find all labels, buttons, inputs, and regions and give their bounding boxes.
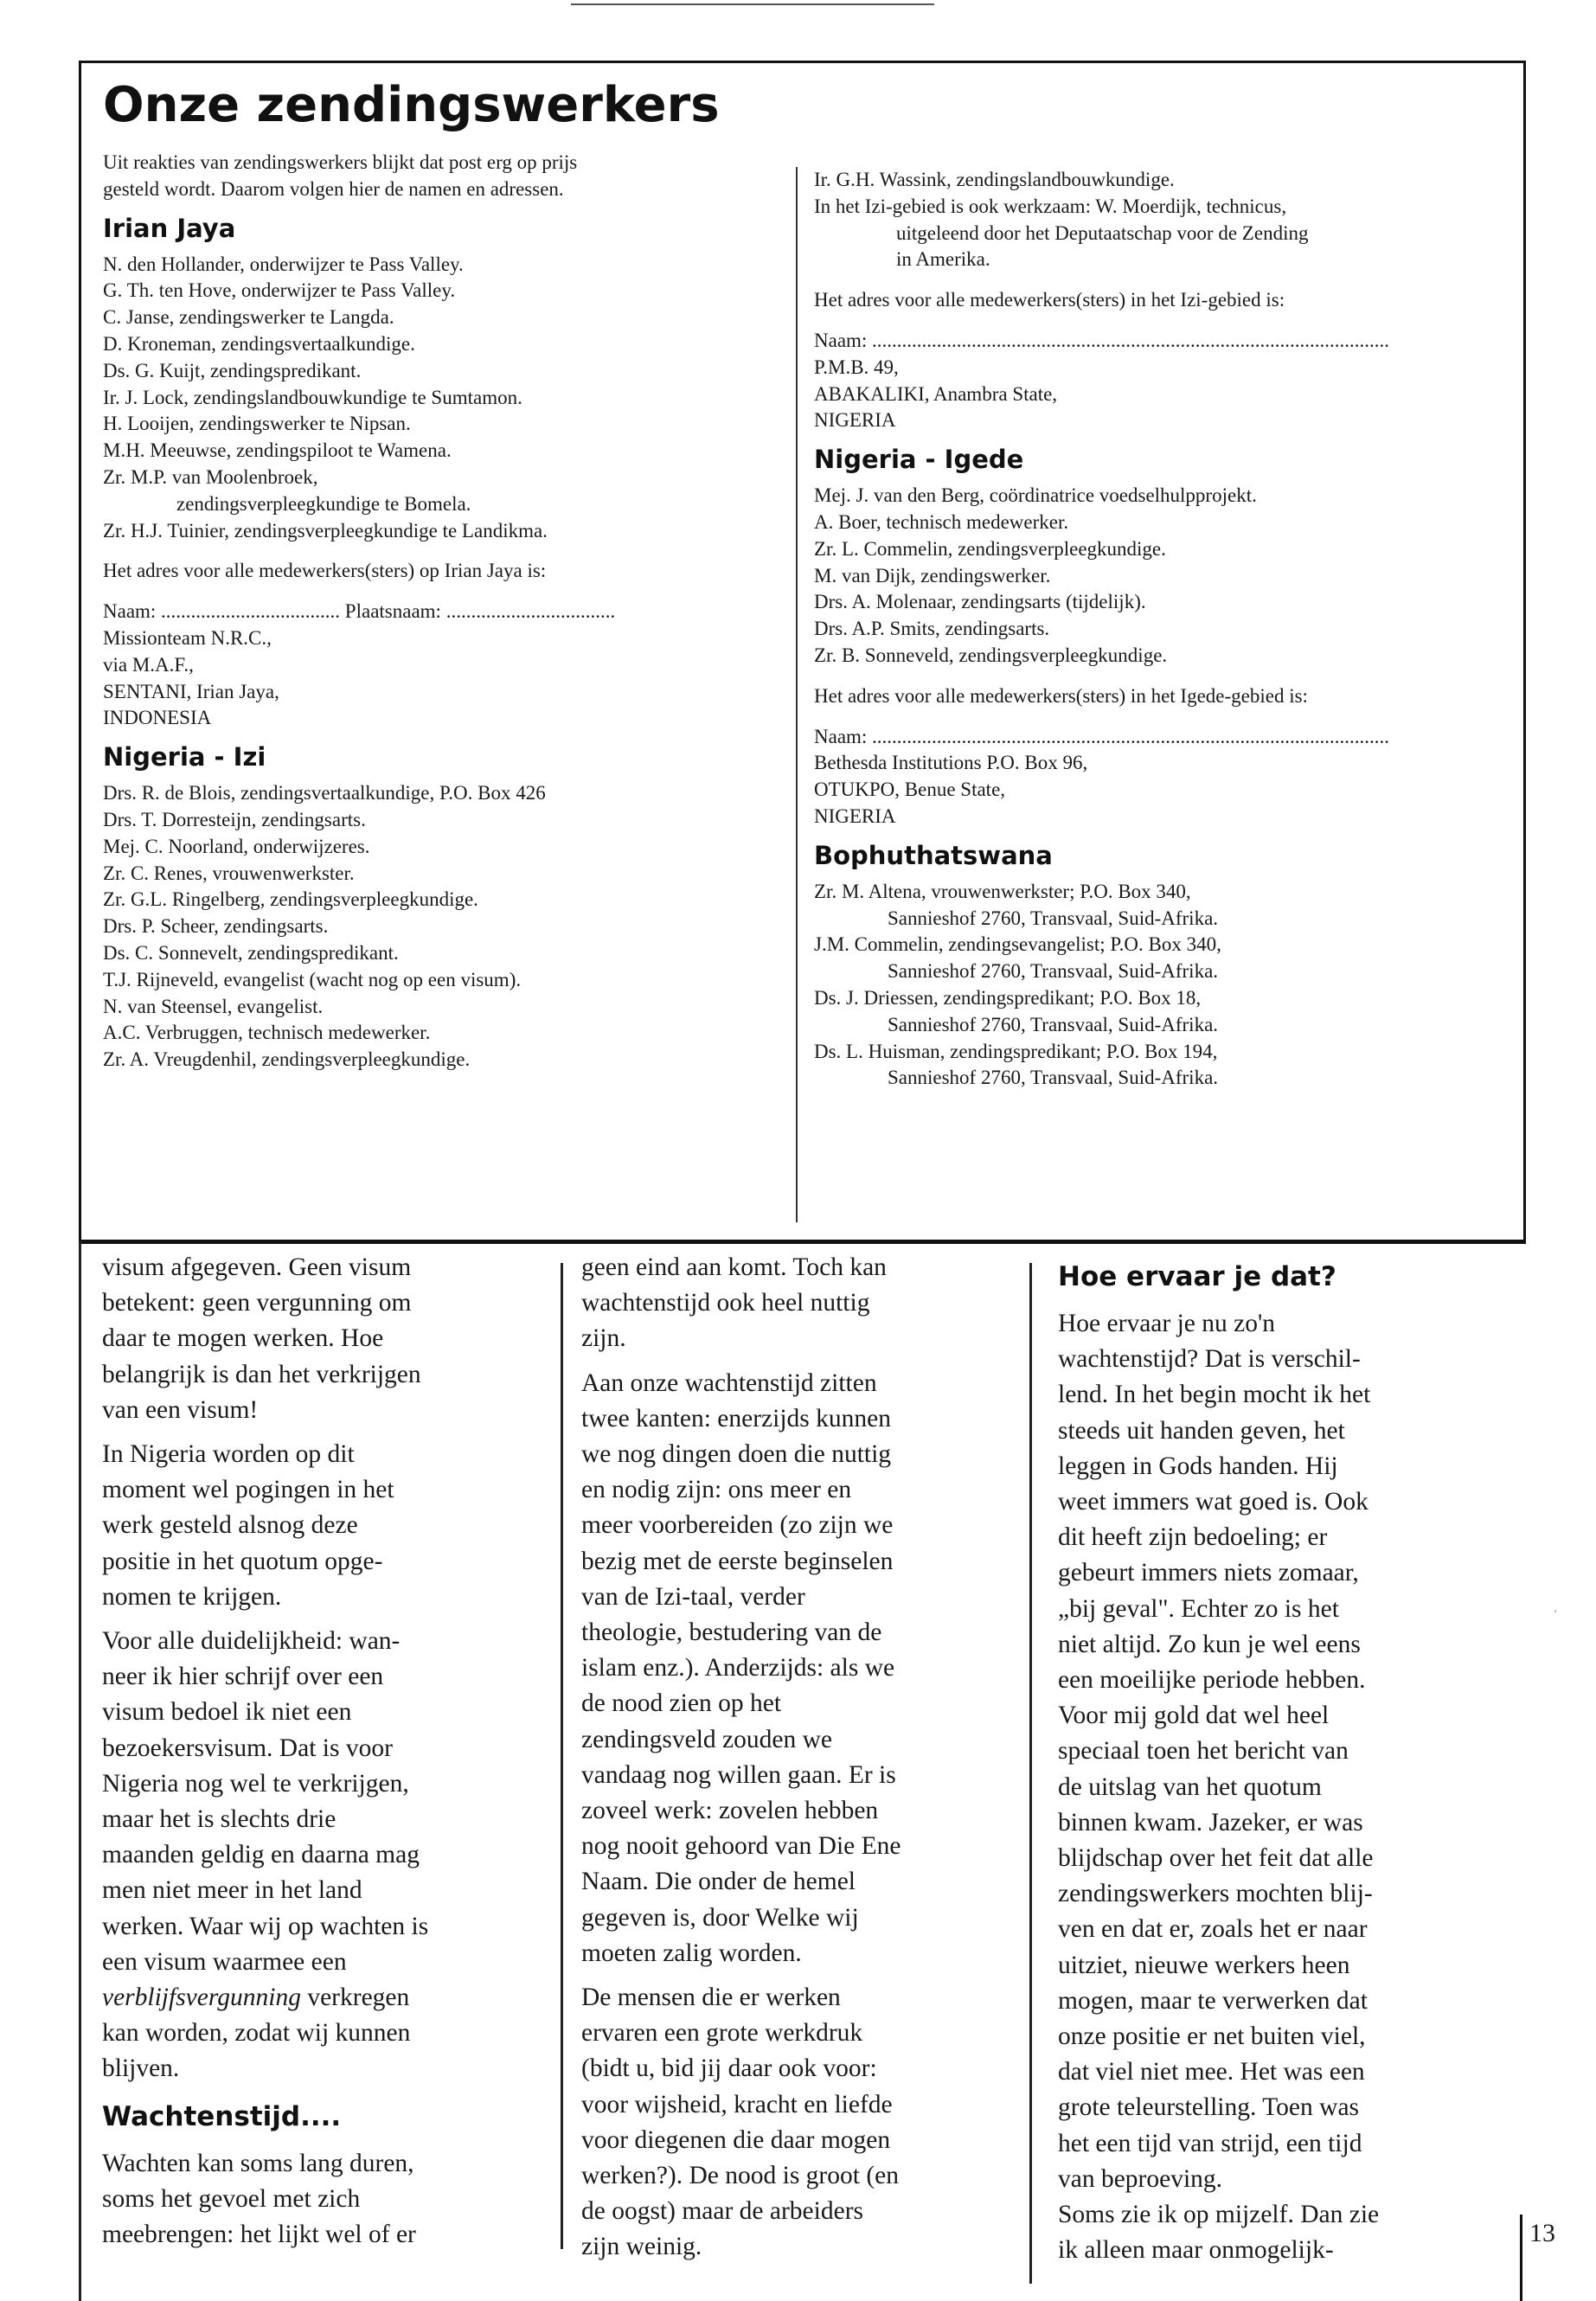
text-line: twee kanten: enerzijds kunnen [581, 1404, 891, 1433]
address-line: Het adres voor alle medewerkers(sters) op Irian Jaya is: [103, 560, 547, 582]
text-line: van beproeving. [1058, 2164, 1223, 2193]
text-line: nomen te krijgen. [102, 1582, 282, 1611]
section-heading: Nigeria - Izi [103, 742, 266, 772]
text-line: dat viel niet mee. Het was een [1058, 2058, 1365, 2086]
article-column-2 [581, 1250, 1018, 2274]
text-line: dit heeft zijn bedoeling; er [1058, 1523, 1328, 1552]
text-line: zendingswerkers mochten blij- [1058, 1880, 1373, 1908]
box-column-right [814, 167, 1506, 1092]
entry-line: Bethesda Institutions P.O. Box 96, [814, 752, 1088, 774]
entry-line: Uit reakties van zendingswerkers blijkt dat post erg op prijs [103, 151, 578, 173]
text-line: zijn. [581, 1324, 626, 1353]
entry-line: Zr. M.P. van Moolenbroek, [103, 465, 318, 488]
text-line: meebrengen: het lijkt wel of er [102, 2221, 416, 2249]
text-line: gegeven is, door Welke wij [581, 1903, 859, 1932]
entry-continuation: Sannieshof 2760, Transvaal, Suid-Afrika. [888, 907, 1219, 929]
missionaries-box [79, 61, 1526, 1242]
entry-line: gesteld wordt. Daarom volgen hier de namen en adressen. [103, 177, 564, 200]
text-line: Nigeria nog wel te verkrijgen, [102, 1769, 409, 1798]
entry-line: Mej. J. van den Berg, coördinatrice voedselhulpprojekt. [814, 484, 1257, 507]
entry-line: Zr. C. Renes, vrouwenwerkster. [103, 862, 355, 884]
entry-line: Drs. A. Molenaar, zendingsarts (tijdelijk). [814, 591, 1146, 613]
text-line: geen eind aan komt. Toch kan [581, 1253, 887, 1281]
text-line: onze positie er net buiten viel, [1058, 2022, 1366, 2051]
text-line: visum bedoel ik niet een [102, 1698, 352, 1727]
address-line: Het adres voor alle medewerkers(sters) in het Igede-gebied is: [814, 684, 1308, 707]
text-line: zoveel werk: zovelen hebben [581, 1797, 879, 1825]
article-paragraph [102, 1437, 543, 1615]
address-line: Naam: ........................................................................................................ [814, 725, 1390, 747]
text-line: bezoekersvisum. Dat is voor [102, 1734, 393, 1762]
entry-line: C. Janse, zendingswerker te Langda. [103, 306, 394, 329]
article-column-3 [1058, 1247, 1508, 2277]
entry-continuation: in Amerika. [896, 248, 990, 271]
page-number: 13 [1529, 2219, 1555, 2247]
entry-line: G. Th. ten Hove, onderwijzer te Pass Valley. [103, 279, 456, 302]
text-line: een moeilijke periode hebben. [1058, 1666, 1366, 1695]
text-line: binnen kwam. Jazeker, er was [1058, 1808, 1363, 1836]
article-paragraph [581, 1980, 1018, 2266]
entry-continuation: uitgeleend door het Deputaatschap voor de Zending [896, 221, 1309, 244]
entry-line: Zr. A. Vreugdenhil, zendingsverpleegkundige. [103, 1048, 471, 1071]
text-line: de oogst) maar de arbeiders [581, 2197, 863, 2226]
entry-line: A.C. Verbruggen, technisch medewerker. [103, 1022, 431, 1044]
article-paragraph [102, 1250, 543, 1428]
section-heading: Bophuthatswana [814, 840, 1053, 870]
entry-line: SENTANI, Irian Jaya, [103, 680, 279, 702]
entry-line: A. Boer, technisch medewerker. [814, 510, 1069, 533]
entry-line: N. den Hollander, onderwijzer te Pass Valley. [103, 253, 464, 275]
text-line: een visum waarmee een [102, 1947, 347, 1976]
entry-line: D. Kroneman, zendingsvertaalkundige. [103, 332, 415, 355]
text-line: „bij geval". Echter zo is het [1058, 1594, 1339, 1623]
entry-line: H. Looijen, zendingswerker te Nipsan. [103, 413, 411, 435]
entry-line: M.H. Meeuwse, zendingspiloot te Wamena. [103, 439, 452, 462]
text-line: de uitslag van het quotum [1058, 1772, 1322, 1801]
text-line: neer ik hier schrijf over een [102, 1663, 384, 1691]
text-line: van een visum! [102, 1395, 259, 1424]
entry-line: Drs. A.P. Smits, zendingsarts. [814, 618, 1050, 640]
article-paragraph [1058, 1306, 1508, 2268]
text-line: betekent: geen vergunning om [102, 1289, 412, 1317]
text-line: Wachten kan soms lang duren, [102, 2149, 414, 2177]
entry-line: Zr. L. Commelin, zendingsverpleegkundige. [814, 537, 1166, 560]
entry-line: T.J. Rijneveld, evangelist (wacht nog op een visum). [103, 968, 522, 990]
text-line: Aan onze wachtenstijd zitten [581, 1368, 877, 1397]
entry-continuation: Sannieshof 2760, Transvaal, Suid-Afrika. [888, 1013, 1219, 1035]
entry-line: Zr. H.J. Tuinier, zendingsverpleegkundige te Landikma. [103, 519, 548, 542]
entry-line: Zr. B. Sonneveld, zendingsverpleegkundige. [814, 644, 1168, 666]
text-line: voor diegenen die daar mogen [581, 2125, 891, 2154]
text-line: wachtenstijd? Dat is verschil- [1058, 1345, 1361, 1374]
entry-continuation: Sannieshof 2760, Transvaal, Suid-Afrika. [888, 960, 1219, 983]
text-line: Voor mij gold dat wel heel [1058, 1702, 1330, 1730]
text-line: positie in het quotum opge- [102, 1547, 383, 1575]
text-line: De mensen die er werken [581, 1984, 841, 2012]
entry-line: Ir. G.H. Wassink, zendingslandbouwkundige. [814, 169, 1175, 190]
box-bottom-rule [79, 1241, 1526, 1244]
article-paragraph [581, 1250, 1018, 1357]
text-line: vandaag nog willen gaan. Er is [581, 1760, 896, 1789]
article-paragraph [102, 2146, 543, 2253]
text-line: (bidt u, bid jij daar ook voor: [581, 2054, 877, 2083]
text-line: leggen in Gods handen. Hij [1058, 1452, 1338, 1480]
text-line: Hoe ervaar je nu zo'n [1058, 1310, 1276, 1337]
entry-line: Ds. J. Driessen, zendingspredikant; P.O. Box 18, [814, 986, 1202, 1009]
text-line: daar te mogen werken. Hoe [102, 1324, 384, 1353]
entry-line: J.M. Commelin, zendingsevangelist; P.O. Box 340, [814, 933, 1221, 956]
text-line: men niet meer in het land [102, 1876, 362, 1905]
entry-line: via M.A.F., [103, 653, 194, 676]
text-line: de nood zien op het [581, 1689, 782, 1718]
italic-term: verblijfsvergunning [102, 1984, 301, 2012]
text-line: voor wijsheid, kracht en liefde [581, 2090, 893, 2118]
margin-mark: ' [1554, 1607, 1557, 1619]
text-line: zendingsveld zouden we [581, 1725, 832, 1753]
text-line: en nodig zijn: ons meer en [581, 1476, 852, 1504]
address-line: Naam: .................................... Plaatsnaam: .................................. [103, 600, 616, 623]
text-line: meer voorbereiden (zo zijn we [581, 1511, 894, 1540]
entry-line: NIGERIA [814, 409, 896, 432]
text-line: moment wel pogingen in het [102, 1476, 394, 1504]
column-divider-2 [1029, 1263, 1032, 2284]
entry-line: N. van Steensel, evangelist. [103, 995, 324, 1017]
article-column-1 [102, 1250, 543, 2261]
text-line: Soms zie ik op mijzelf. Dan zie [1058, 2201, 1380, 2229]
text-line: belangrijk is dan het verkrijgen [102, 1360, 421, 1388]
text-line: lend. In het begin mocht ik het [1058, 1381, 1371, 1409]
entry-continuation: Sannieshof 2760, Transvaal, Suid-Afrika. [888, 1067, 1219, 1089]
text-line: we nog dingen doen die nuttig [581, 1440, 892, 1469]
text-line: niet altijd. Zo kun je wel eens [1058, 1630, 1361, 1658]
entry-line: Ds. L. Huisman, zendingspredikant; P.O. Box 194, [814, 1040, 1218, 1062]
text-line: van de Izi-taal, verder [581, 1582, 805, 1611]
text-line: islam enz.). Anderzijds: als we [581, 1654, 895, 1682]
text-line: theologie, bestudering van de [581, 1618, 882, 1647]
column-divider-1 [561, 1263, 563, 2249]
text-line: speciaal toen het bericht van [1058, 1737, 1349, 1766]
address-line: Het adres voor alle medewerkers(sters) in het Izi-gebied is: [814, 289, 1285, 311]
entry-line: P.M.B. 49, [814, 356, 899, 378]
text-fragment: verkregen [300, 1984, 410, 2012]
section-heading: Nigeria - Igede [814, 445, 1024, 475]
text-line: Naam. Die onder de hemel [581, 1868, 856, 1896]
text-line: kan worden, zodat wij kunnen [102, 2019, 411, 2048]
text-line: blijven. [102, 2054, 180, 2083]
text-line: wachtenstijd ook heel nuttig [581, 1289, 870, 1317]
entry-line: INDONESIA [103, 707, 212, 729]
text-line: werken. Waar wij op wachten is [102, 1912, 429, 1940]
text-line: maar het is slechts drie [102, 1805, 337, 1834]
entry-line: Ds. C. Sonnevelt, zendingspredikant. [103, 941, 399, 964]
entry-continuation: zendingsverpleegkundige te Bomela. [176, 492, 471, 515]
text-line: uitziet, nieuwe werkers heen [1058, 1951, 1350, 1979]
entry-line: Zr. M. Altena, vrouwenwerkster; P.O. Box 340, [814, 880, 1191, 902]
text-line: werken?). De nood is groot (en [581, 2162, 899, 2190]
entry-line: M. van Dijk, zendingswerker. [814, 564, 1051, 586]
entry-line: NIGERIA [814, 804, 896, 827]
article-paragraph [102, 1624, 543, 2087]
text-line: moeten zalig worden. [581, 1939, 802, 1967]
entry-line: Ir. J. Lock, zendingslandbouwkundige te Sumtamon. [103, 386, 522, 408]
text-line: werk gesteld alsnog deze [102, 1511, 358, 1540]
box-column-divider [796, 167, 798, 1222]
text-line: ven en dat er, zoals het er naar [1058, 1915, 1368, 1944]
entry-line: Mej. C. Noorland, onderwijzeres. [103, 835, 370, 857]
text-line: steeds uit handen geven, het [1058, 1416, 1345, 1445]
entry-line: Drs. P. Scheer, zendingsarts. [103, 915, 329, 938]
text-line: Voor alle duidelijkheid: wan- [102, 1627, 401, 1656]
text-line: ervaren een grote werkdruk [581, 2019, 863, 2048]
entry-line: Ds. G. Kuijt, zendingspredikant. [103, 359, 362, 381]
text-line: maanden geldig en daarna mag [102, 1841, 420, 1869]
entry-line: Zr. G.L. Ringelberg, zendingsverpleegkundige. [103, 888, 478, 911]
text-line: nog nooit gehoord van Die Ene [581, 1832, 901, 1861]
entry-line: OTUKPO, Benue State, [814, 779, 1006, 801]
entry-line: In het Izi-gebied is ook werkzaam: W. Moerdijk, technicus, [814, 195, 1287, 217]
article-subheading: Wachtenstijd.... [102, 2100, 342, 2132]
text-line: weet immers wat goed is. Ook [1058, 1488, 1368, 1516]
text-line: blijdschap over het feit dat alle [1058, 1844, 1374, 1873]
entry-line: ABAKALIKI, Anambra State, [814, 382, 1058, 405]
text-line: ik alleen maar onmogelijk- [1058, 2236, 1334, 2265]
text-line: In Nigeria worden op dit [102, 1440, 355, 1469]
text-line: bezig met de eerste beginselen [581, 1547, 894, 1575]
entry-line: Drs. T. Dorresteijn, zendingsarts. [103, 808, 366, 830]
address-line: Naam: ........................................................................................................ [814, 329, 1390, 351]
text-line: mogen, maar te verwerken dat [1058, 1986, 1368, 2015]
article-paragraph [581, 1366, 1018, 1971]
section-heading: Irian Jaya [103, 213, 236, 243]
text-line: zijn weinig. [581, 2233, 702, 2261]
text-line: visum afgegeven. Geen visum [102, 1253, 412, 1281]
left-margin-line [79, 1241, 81, 2301]
text-line [102, 1980, 543, 2016]
box-column-left [103, 150, 830, 1074]
entry-line: Drs. R. de Blois, zendingsvertaalkundige, P.O. Box 426 [103, 782, 546, 804]
text-line: grote teleurstelling. Toen was [1058, 2093, 1360, 2122]
page-title: Onze zendingswerkers [103, 77, 720, 133]
article-subheading: Hoe ervaar je dat? [1058, 1261, 1336, 1292]
top-decorative-rule [571, 3, 934, 5]
text-line: gebeurt immers niets zomaar, [1058, 1559, 1359, 1587]
entry-line: Missionteam N.R.C., [103, 626, 272, 649]
text-line: het een tijd van strijd, een tijd [1058, 2129, 1362, 2157]
text-line: soms het gevoel met zich [102, 2184, 361, 2213]
